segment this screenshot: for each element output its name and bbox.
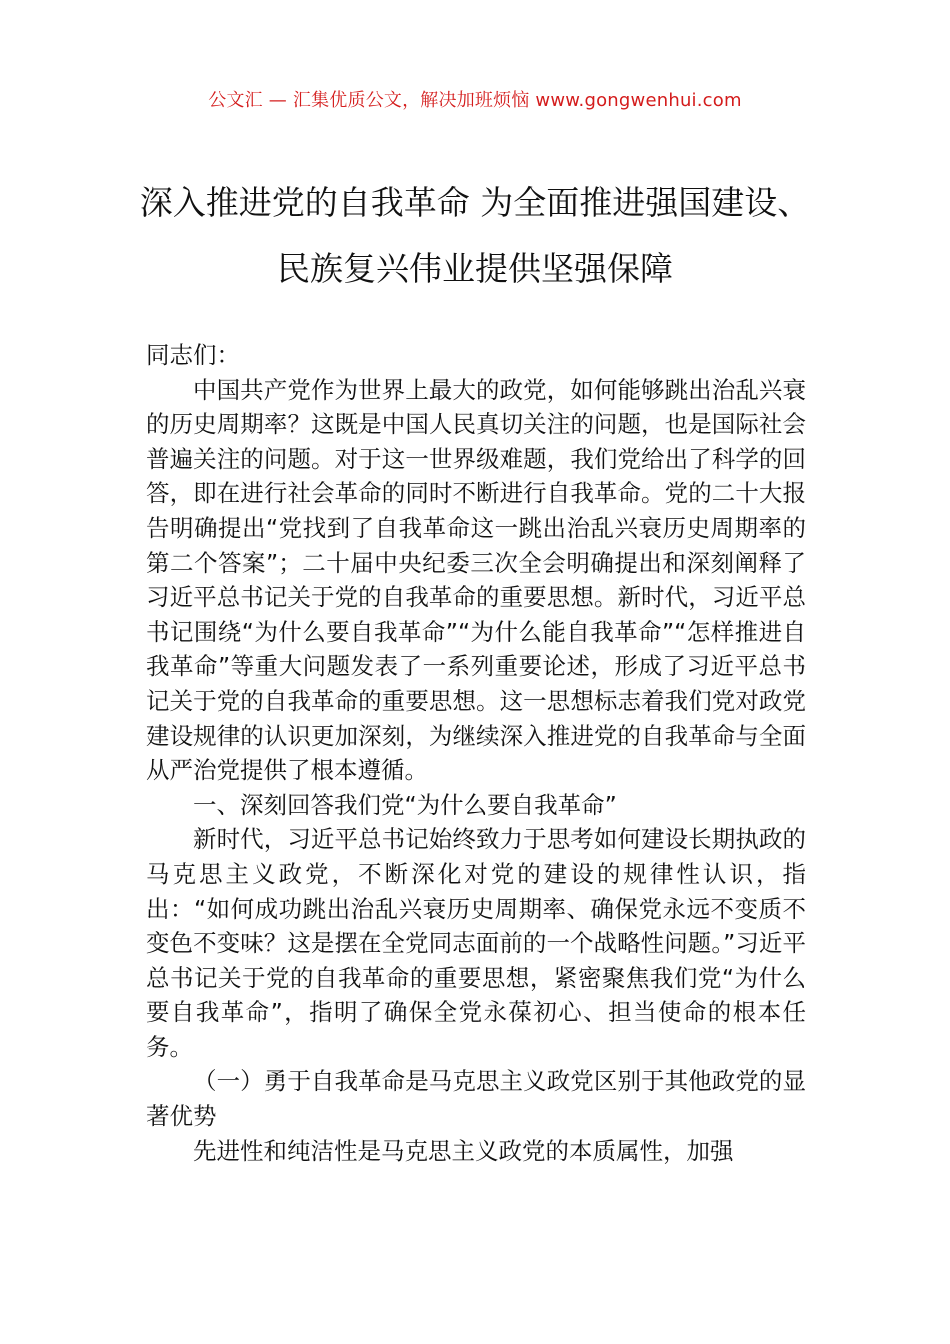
paragraph-intro: 中国共产党作为世界上最大的政党，如何能够跳出治乱兴衰的历史周期率？这既是中国人民真切关注的问题，也是国际社会普遍关注的问题。对于这一世界级难题，我们党给出了科学的回答，即在进行社会革命的同时不断进行自我革命。党的二十大报告明确提出“党找到了自我革命这一跳出治乱兴衰历史周期率的第二个答案”；二十届中央纪委三次全会明确提出和深刻阐释了习近平总书记关于党的自我革命的重要思想。新时代，习近平总书记围绕“为什么要自我革命”“为什么能自我革命”“怎样推进自我革命”等重大问题发表了一系列重要论述，形成了习近平总书记关于党的自我革命的重要思想。这一思想标志着我们党对政党建设规律的认识更加深刻，为继续深入推进党的自我革命与全面从严治党提供了根本遵循。 <box>146 375 806 785</box>
paragraph-section-1: 新时代，习近平总书记始终致力于思考如何建设长期执政的马克思主义政党，不断深化对党的建设的规律性认识，指出：“如何成功跳出治乱兴衰历史周期率、确保党永远不变质不变色不变味？这是摆在全党同志面前的一个战略性问题。”习近平总书记关于党的自我革命的重要思想，紧密聚焦我们党“为什么要自我革命”，指明了确保全党永葆初心、担当使命的根本任务。 <box>146 825 806 1061</box>
salutation: 同志们： <box>146 341 240 369</box>
document-title: 深入推进党的自我革命 为全面推进强国建设、民族复兴伟业提供坚强保障 <box>139 183 811 288</box>
subsection-heading-1-1: （一）勇于自我革命是马克思主义政党区别于其他政党的显著优势 <box>146 1067 806 1131</box>
header-banner: 公文汇 — 汇集优质公文，解决加班烦恼 www.gongwenhui.com <box>208 90 742 111</box>
paragraph-subsection-1-1: 先进性和纯洁性是马克思主义政党的本质属性，加强 <box>193 1136 734 1165</box>
section-heading-1: 一、深刻回答我们党“为什么要自我革命” <box>193 790 617 819</box>
document-body <box>146 338 806 1168</box>
